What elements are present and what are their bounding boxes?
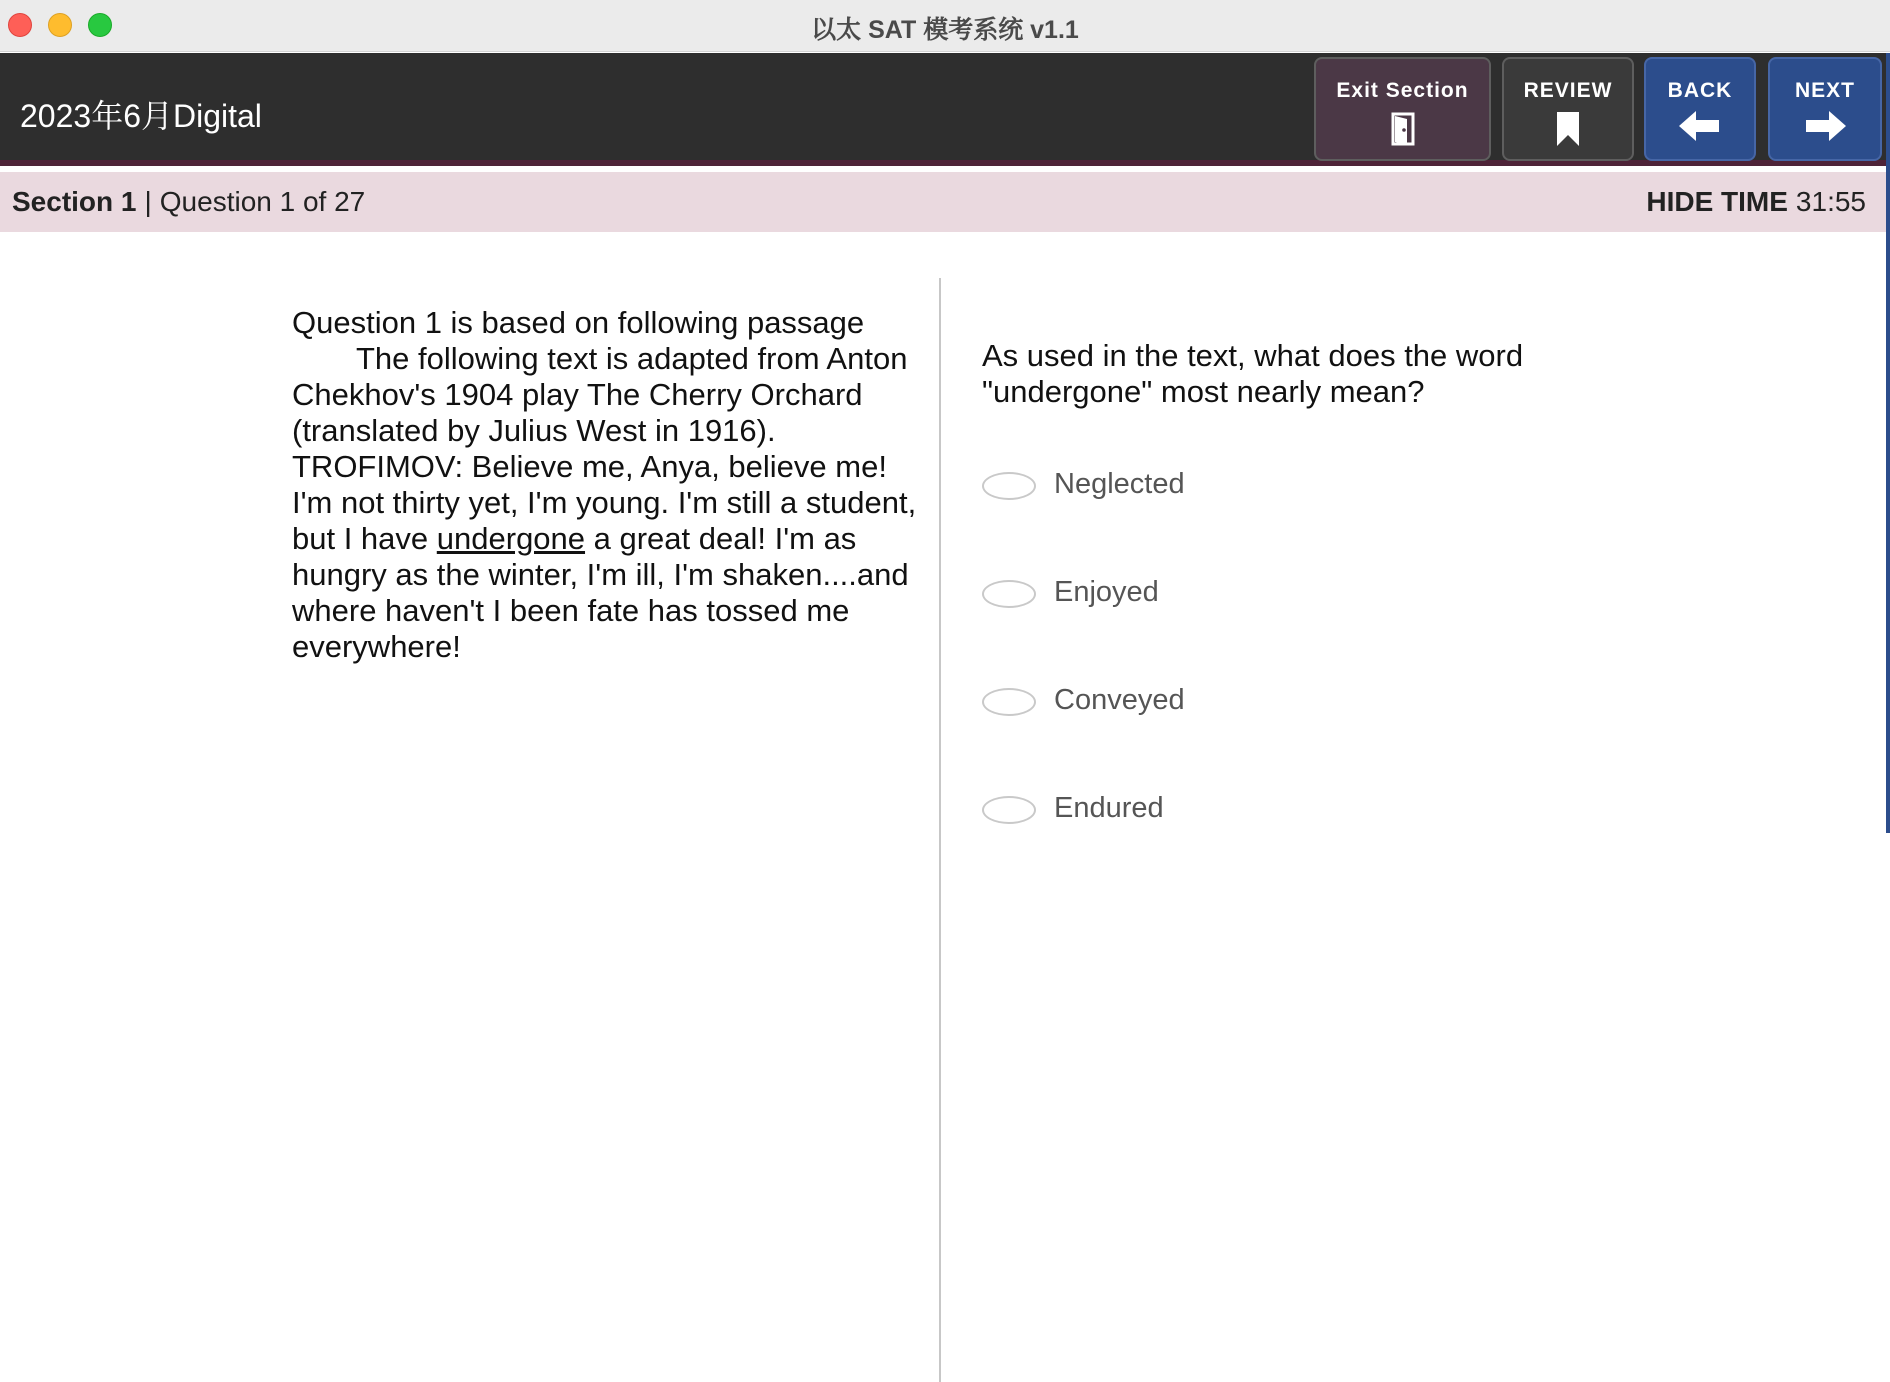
answer-choice-label[interactable]: Neglected xyxy=(1054,468,1185,500)
separator: | xyxy=(144,186,152,217)
bookmark-icon xyxy=(1556,111,1580,147)
passage-text-after: a great deal! I'm as hungry as the winter, I'm ill, I'm shaken....and where haven't I been fate has tossed me everywhere! xyxy=(292,521,909,664)
passage-intro: Question 1 is based on following passage xyxy=(292,305,865,340)
passage-source-text: The following text is adapted from Anton Chekhov's 1904 play The Cherry Orchard (translated by Julius West in 1916). xyxy=(292,341,908,448)
review-button[interactable] xyxy=(1502,57,1634,161)
passage-body xyxy=(292,449,928,665)
timer xyxy=(1646,186,1866,218)
section-label: Section 1 xyxy=(12,186,137,217)
exit-section-button[interactable] xyxy=(1314,57,1491,161)
radio-button[interactable] xyxy=(982,796,1036,824)
section-status-bar xyxy=(0,172,1890,232)
radio-button[interactable] xyxy=(982,472,1036,500)
title-bar xyxy=(0,0,1890,52)
window-title: 以太 SAT 模考系统 v1.1 xyxy=(811,16,1079,44)
passage-panel xyxy=(292,305,928,665)
panel-divider[interactable] xyxy=(939,278,941,1382)
answer-choice-label[interactable]: Endured xyxy=(1054,792,1164,824)
arrow-left-icon xyxy=(1679,111,1721,141)
answer-choice-label[interactable]: Conveyed xyxy=(1054,684,1185,716)
exam-title: 2023年6月Digital xyxy=(20,98,262,134)
underlined-word: undergone xyxy=(436,521,586,556)
exit-section-label: Exit Section xyxy=(1336,79,1469,102)
question-counter: Question 1 of 27 xyxy=(159,186,366,217)
top-toolbar xyxy=(0,53,1890,166)
window-edge xyxy=(1886,53,1890,833)
review-label: REVIEW xyxy=(1523,79,1613,102)
answer-choice-label[interactable]: Enjoyed xyxy=(1054,576,1159,608)
hide-time-toggle[interactable]: HIDE TIME xyxy=(1646,186,1788,217)
next-button[interactable] xyxy=(1768,57,1882,161)
time-remaining: 31:55 xyxy=(1795,186,1866,217)
door-exit-icon xyxy=(1390,111,1416,147)
radio-button[interactable] xyxy=(982,580,1036,608)
question-position xyxy=(12,186,365,218)
next-label: NEXT xyxy=(1794,79,1855,102)
radio-button[interactable] xyxy=(982,688,1036,716)
arrow-right-icon xyxy=(1804,111,1846,141)
passage-text-before: TROFIMOV: Believe me, Anya, believe me! I'm not thirty yet, I'm young. I'm still a student, but I have xyxy=(292,449,917,556)
passage-source xyxy=(292,341,928,449)
back-label: BACK xyxy=(1667,79,1733,102)
question-prompt: As used in the text, what does the word "undergone" most nearly mean? xyxy=(982,338,1524,409)
back-button[interactable] xyxy=(1644,57,1756,161)
